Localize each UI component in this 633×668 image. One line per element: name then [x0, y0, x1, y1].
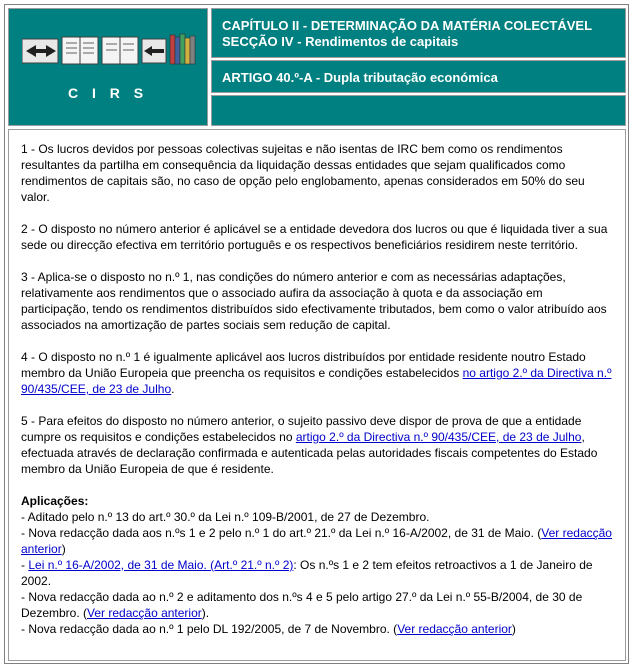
- books-logo-icon: [22, 31, 196, 67]
- application-item: - Nova redacção dada ao n.º 1 pelo DL 192/2005, de 7 de Novembro. (Ver redacção anterior): [21, 622, 516, 636]
- application-item: - Nova redacção dada aos n.ºs 1 e 2 pelo n.º 1 do art.º 21.º da Lei n.º 16-A/2002, de 31 de Maio. (Ver redacção anterior): [21, 526, 612, 556]
- application-item: - Aditado pelo n.º 13 do art.º 30.º da Lei n.º 109-B/2001, de 27 de Dezembro.: [21, 510, 430, 524]
- paragraph-4: 4 - O disposto no n.º 1 é igualmente aplicável aos lucros distribuídos por entidade residente noutro Estado membro da União Europeia que preencha os requisitos e condições estabelecidos no artigo 2.º da Directiva n.º 90/435/CEE, de 23 de Julho.: [21, 350, 612, 396]
- paragraph-3: 3 - Aplica-se o disposto no n.º 1, nas condições do número anterior e com as necessárias adaptações, relativamente aos rendimentos que o associado aufira da associação à quota e da associação em participação, tendo os rendimentos distribuídos sido efectivamente tributados, bem como o valor atribuído aos associados na amortização de partes sociais sem redução de capital.: [21, 270, 607, 332]
- directive-link-p4[interactable]: no artigo 2.º da Directiva n.º 90/435/CEE, de 23 de Julho: [21, 366, 612, 396]
- article-header: [211, 60, 626, 93]
- applications-title: Aplicações:: [21, 494, 89, 508]
- chapter-header: [211, 8, 626, 58]
- section-title: SECÇÃO IV - Rendimentos de capitais: [222, 34, 459, 49]
- code-title: C I R S: [67, 85, 149, 101]
- logo-panel: [8, 8, 208, 126]
- previous-version-link[interactable]: Ver redacção anterior: [87, 606, 202, 620]
- chapter-title: CAPÍTULO II - DETERMINAÇÃO DA MATÉRIA COLECTÁVEL: [222, 18, 593, 33]
- paragraph-2: 2 - O disposto no número anterior é aplicável se a entidade devedora dos lucros ou que é liquidada tiver a sua sede ou direcção efectiva em território português e os respectivos beneficiários residirem neste território.: [21, 222, 608, 252]
- article-title: ARTIGO 40.º-A - Dupla tributação económica: [222, 70, 498, 85]
- paragraph-1: 1 - Os lucros devidos por pessoas colectivas sujeitas e não isentas de IRC bem como os rendimentos resultantes da partilha em consequência da liquidação dessas entidades que sejam qualificados como rendimentos de capitais são, no caso de opção pelo englobamento, apenas considerados em 50% do seu valor.: [21, 142, 585, 204]
- previous-version-link[interactable]: Ver redacção anterior: [21, 526, 612, 556]
- application-item: - Nova redacção dada ao n.º 2 e aditamento dos n.ºs 4 e 5 pelo artigo 27.º da Lei n.º 55-B/2004, de 30 de Dezembro. (Ver redacção anterior).: [21, 590, 583, 620]
- empty-header-cell: [211, 95, 626, 126]
- application-item: - Lei n.º 16-A/2002, de 31 de Maio. (Art.º 21.º n.º 2): Os n.ºs 1 e 2 tem efeitos retroactivos a 1 de Janeiro de 2002.: [21, 558, 593, 588]
- directive-link-p5[interactable]: artigo 2.º da Directiva n.º 90/435/CEE, de 23 de Julho: [295, 430, 582, 444]
- applications-list: [21, 493, 613, 637]
- article-body: [8, 129, 626, 661]
- article-frame: [4, 4, 629, 664]
- law-link[interactable]: Lei n.º 16-A/2002, de 31 de Maio. (Art.º 21.º n.º 2): [28, 558, 294, 572]
- previous-version-link[interactable]: Ver redacção anterior: [397, 622, 512, 636]
- paragraph-5: 5 - Para efeitos do disposto no número anterior, o sujeito passivo deve dispor de prova de que a entidade cumpre os requisitos e condições estabelecidos no artigo 2.º da Directiva n.º 90/435/CEE, de 23 de Julho, efectuada através de declaração confirmada e autenticada pelas autoridades fiscais competentes do Estado membro da União Europeia de que é residente.: [21, 414, 598, 476]
